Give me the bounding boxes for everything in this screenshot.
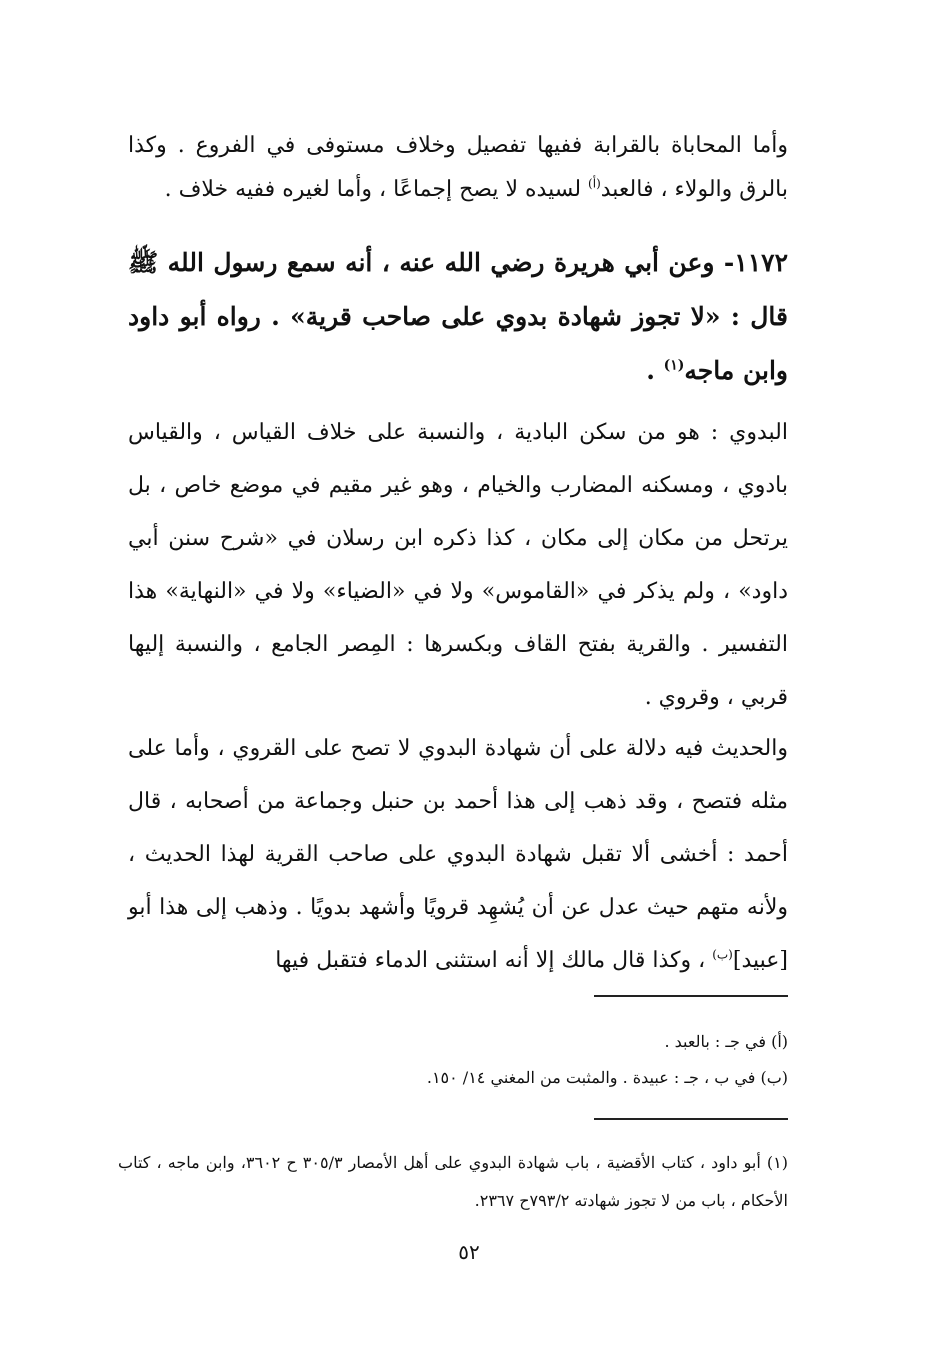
- hadith-text: [128, 236, 788, 398]
- commentary-text-start: والحديث فيه دلالة على أن شهادة البدوي لا تصح على القروي ، وأما على مثله فتصح ، وقد ذهب إلى هذا أحمد بن حنبل وجماعة من أصحابه ، قال أحمد : أخشى ألا تقبل شهادة البدوي على صاحب القرية لهذا الحديث ، ولأنه متهم حيث عدل عن أن يُشهِد قرويًا وأشهد بدويًا . وذهب إلى هذا أبو [عبيد]: [128, 736, 788, 973]
- footnote-divider-variants: [594, 995, 788, 997]
- footnote-source-1: (١) أبو داود ، كتاب الأقضية ، باب شهادة البدوي على أهل الأمصار ٣٠٥/٣ ح ٣٦٠٢، وابن ماجه ، كتاب الأحكام ، باب من لا تجوز شهادته ٧٩٣/٢ح ٢٣٦٧.: [118, 1153, 788, 1210]
- intro-paragraph: [128, 124, 788, 212]
- page-number: ٥٢: [458, 1240, 480, 1264]
- hadith-line-3-start: ماجه: [684, 356, 735, 385]
- hadith-line-2: قال : «لا تجوز شهادة بدوي على صاحب قرية» . رواه أبو داود وابن: [128, 302, 788, 385]
- hadith-commentary-paragraph: [128, 722, 788, 987]
- intro-line-1: وأما المحاباة بالقرابة ففيها تفصيل وخلاف مستوفى في الفروع . وكذا: [128, 133, 788, 158]
- footnote-marker-b: (ب): [712, 947, 733, 962]
- hadith-line-3-end: .: [646, 356, 664, 385]
- footnote-variant-a: (أ) في جـ : بالعبد .: [664, 1032, 788, 1051]
- footnote-variant-b: (ب) في ب ، جـ : عبيدة . والمثبت من المغني ١٤/ ١٥٠.: [426, 1068, 788, 1087]
- hadith-line-1: ١١٧٢- وعن أبي هريرة رضي الله عنه ، أنه سمع رسول الله ﷺ: [128, 248, 788, 277]
- commentary-text-end: ، وكذا قال مالك إلا أنه استثنى الدماء فتقبل فيها: [275, 948, 713, 973]
- badawi-explanation-paragraph: البدوي : هو من سكن البادية ، والنسبة على خلاف القياس ، والقياس بادوي ، ومسكنه المضارب والخيام ، وهو غير مقيم في موضع خاص ، بل يرتحل من مكان إلى مكان ، كذا ذكره ابن رسلان في «شرح سنن أبي داود» ، ولم يذكر في «القاموس» ولا في «الضياء» ولا في «النهاية» هذا التفسير . والقرية بفتح القاف وبكسرها : المِصر الجامع ، والنسبة إليها قربي ، وقروي .: [128, 420, 788, 710]
- intro-line-2-end: لسيده لا يصح إجماعًا ، وأما لغيره ففيه خلاف .: [164, 177, 589, 202]
- intro-line-2-start: بالرق والولاء ، فالعبد: [600, 177, 788, 202]
- footnote-divider-sources: [594, 1118, 788, 1120]
- footnote-marker-1: (١): [663, 357, 685, 374]
- footnote-marker-a: (أ): [588, 176, 601, 191]
